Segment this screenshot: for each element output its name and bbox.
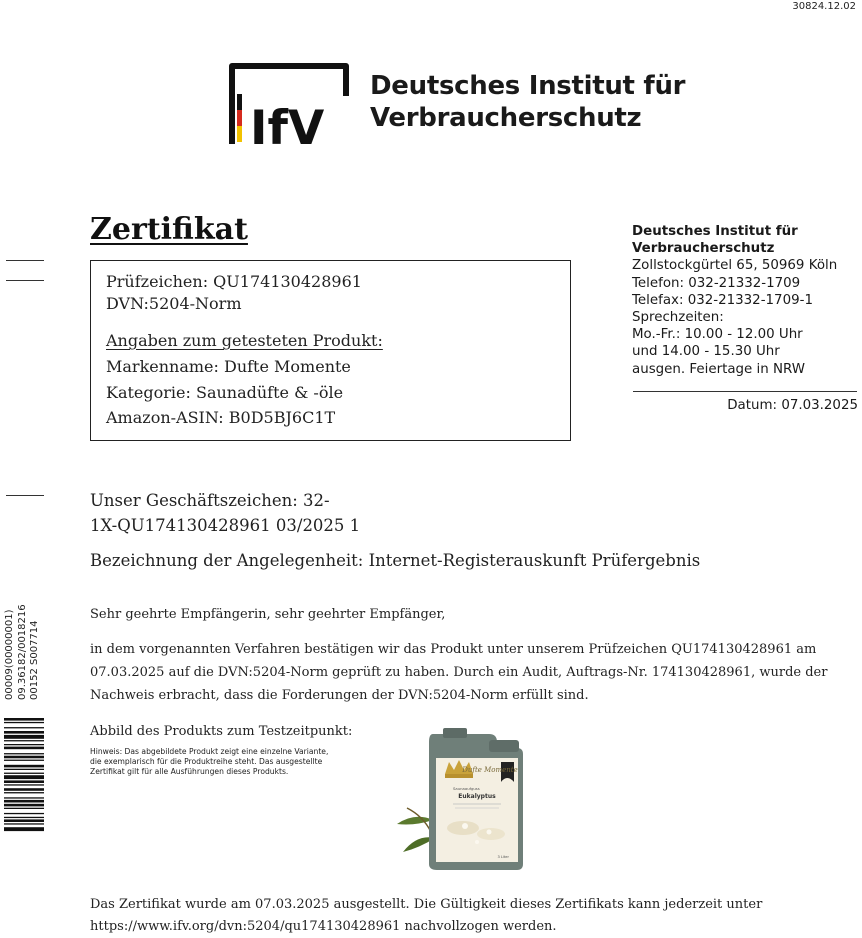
- phone: Telefon: 032-21332-1709: [632, 275, 801, 291]
- barcode-bar: [4, 731, 44, 734]
- barcode-bar: [4, 773, 44, 774]
- barcode-bar: [4, 747, 44, 750]
- barcode-bar: [4, 727, 44, 728]
- pruefzeichen: Prüfzeichen: QU174130428961: [106, 272, 362, 291]
- barcode-bar: [4, 797, 44, 798]
- paragraph-line1: in dem vorgenannten Verfahren bestätigen wir das Produkt unter unserem Prüfzeichen QU174130428961 am: [90, 642, 817, 657]
- org-name-line2: Verbraucherschutz: [632, 241, 775, 257]
- logo-name-line2: Verbraucherschutz: [370, 103, 642, 133]
- barcode-bar: [4, 753, 44, 754]
- barcode-bar: [4, 718, 44, 721]
- org-name-line1: Deutsches Institut für: [632, 224, 798, 239]
- barcode-bar: [4, 769, 44, 770]
- dvn-norm: DVN:5204-Norm: [106, 294, 242, 313]
- document-code: 30824.12.02: [792, 1, 856, 12]
- barcode-bar: [4, 756, 44, 759]
- barcode-bar: [4, 813, 44, 814]
- margin-code-line3: 00152 S007714: [29, 620, 40, 700]
- barcode-bar: [4, 808, 44, 809]
- barcode-icon: [4, 718, 44, 898]
- product-heading: Angaben zum getesteten Produkt:: [106, 331, 383, 350]
- barcode-bar: [4, 817, 44, 818]
- barcode-bar: [4, 827, 44, 831]
- barcode-bar: [4, 804, 44, 807]
- barcode-bar: [4, 784, 44, 785]
- body-paragraph: [90, 638, 827, 707]
- note-line1: Hinweis: Das abgebildete Produkt zeigt eine einzelne Variante,: [90, 747, 329, 756]
- variant-note: [90, 747, 328, 778]
- margin-codes: [4, 580, 42, 700]
- ifv-logo-icon: [226, 60, 356, 148]
- footer-line2: https://www.ifv.org/dvn:5204/qu174130428961 nachvollzogen werden.: [90, 919, 557, 934]
- validity-footer: [90, 894, 762, 938]
- note-line3: Zertifikat gilt für alle Ausführungen dieses Produkts.: [90, 767, 289, 777]
- label-brand: Dufte Momente: [462, 766, 518, 774]
- note-line2: die exemplarisch für die Produktreihe steht. Das ausgestellte: [90, 757, 323, 767]
- product-image: [393, 724, 528, 872]
- hours-label: Sprechzeiten:: [632, 310, 724, 326]
- product-category: Kategorie: Saunadüfte & -öle: [106, 383, 344, 402]
- logo-wordmark: [370, 70, 685, 134]
- barcode-bar: [4, 819, 44, 822]
- barcode-bar: [4, 823, 44, 824]
- certificate-title: Zertifikat: [90, 212, 248, 247]
- certificate-info-box: [90, 260, 571, 441]
- amazon-asin: Amazon-ASIN: B0D5BJ6C1T: [106, 408, 336, 427]
- hours-line1: Mo.-Fr.: 10.00 - 12.00 Uhr: [632, 327, 803, 343]
- label-volume: 3 Liter: [497, 855, 509, 859]
- address-block: [632, 223, 860, 378]
- barcode-bar: [4, 722, 44, 723]
- address-divider: [633, 391, 857, 392]
- barcode-bar: [4, 760, 44, 761]
- barcode-bar: [4, 744, 44, 745]
- image-caption: Abbild des Produkts zum Testzeitpunkt:: [90, 724, 353, 739]
- subject-line: Bezeichnung der Angelegenheit: Internet-Registerauskunft Prüfergebnis: [90, 551, 701, 570]
- barcode-bar: [4, 740, 44, 741]
- fold-mark: [6, 495, 44, 496]
- paragraph-line3: Nachweis erbracht, dass die Forderungen der DVN:5204-Norm erfüllt sind.: [90, 688, 589, 703]
- logo-name-line1: Deutsches Institut für: [370, 71, 686, 101]
- label-type: Saunaaufguss: [453, 786, 480, 791]
- margin-code-line2: 09.36182/0018216: [16, 604, 28, 700]
- label-scent: Eukalyptus: [458, 793, 496, 800]
- document-date: Datum: 07.03.2025: [727, 398, 858, 413]
- fax: Telefax: 032-21332-1709-1: [632, 292, 813, 308]
- barcode-bar: [4, 765, 44, 768]
- barcode-bar: [4, 775, 44, 779]
- barcode-bar: [4, 735, 44, 739]
- hours-line2: und 14.00 - 15.30 Uhr: [632, 344, 780, 360]
- barcode-bar: [4, 780, 44, 783]
- reference-line1: Unser Geschäftszeichen: 32-: [90, 491, 330, 510]
- brand-name: Markenname: Dufte Momente: [106, 357, 351, 376]
- paragraph-line2: 07.03.2025 auf die DVN:5204-Norm geprüft zu haben. Durch ein Audit, Auftrags-Nr. 174130428961, wurde der: [90, 665, 828, 680]
- fold-mark: [6, 260, 44, 261]
- salutation: Sehr geehrte Empfängerin, sehr geehrter Empfänger,: [90, 607, 446, 622]
- margin-code-line1: 00009(00000001): [4, 609, 15, 700]
- logo-mark-text: IfV: [250, 101, 325, 148]
- street-address: Zollstockgürtel 65, 50969 Köln: [632, 258, 838, 274]
- footer-line1: Das Zertifikat wurde am 07.03.2025 ausgestellt. Die Gültigkeit dieses Zertifikats kann jederzeit unter: [90, 897, 763, 912]
- barcode-bar: [4, 800, 44, 803]
- hours-line3: ausgen. Feiertage in NRW: [632, 361, 806, 377]
- reference-line2: 1X-QU174130428961 03/2025 1: [90, 516, 361, 535]
- barcode-bar: [4, 792, 44, 793]
- barcode-bar: [4, 788, 44, 791]
- fold-mark: [6, 280, 44, 281]
